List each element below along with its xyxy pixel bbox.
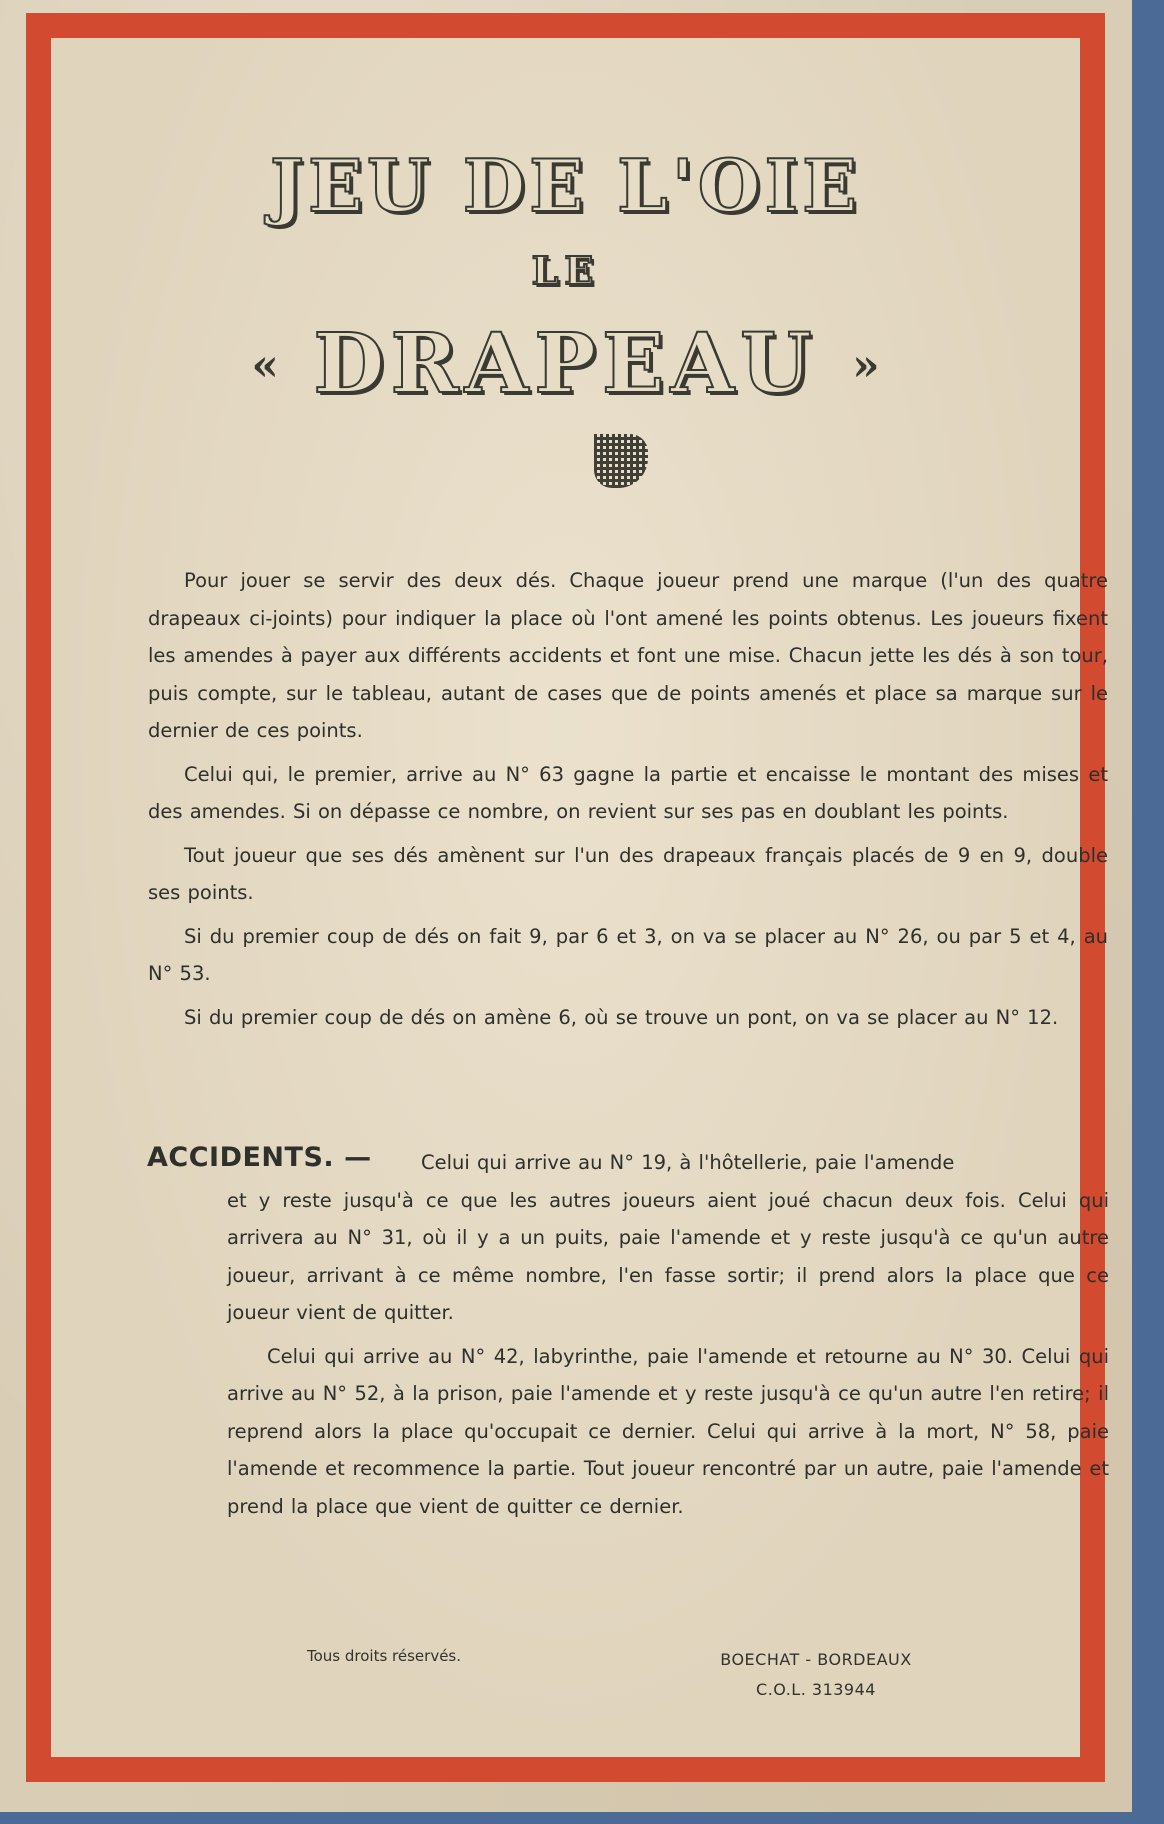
accident-paragraph	[227, 1144, 1109, 1332]
rules-section	[148, 562, 1108, 1042]
accident-paragraph: Celui qui arrive au N° 42, labyrinthe, paie l'amende et retourne au N° 30. Celui qui arrive au N° 52, à la prison, paie l'amende et y reste jusqu'à ce qu'un autre l'en retire; il reprend alors la place qu'occupait ce dernier. Celui qui arrive à la mort, N° 58, paie l'amende et recommence la partie. Tout joueur rencontré par un autre, paie l'amende et prend la place que vient de quitter ce dernier.	[227, 1344, 1109, 1518]
title-line-3	[51, 316, 1080, 412]
accident-first-line: Celui qui arrive au N° 19, à l'hôtellerie, paie l'amende	[421, 1151, 955, 1174]
close-quote: »	[852, 340, 880, 391]
rule-paragraph: Celui qui, le premier, arrive au N° 63 gagne la partie et encaisse le montant des mises et des amendes. Si on dépasse ce nombre, on revient sur ses pas en doublant les points.	[148, 762, 1108, 823]
publisher-code: C.O.L. 313944	[756, 1680, 876, 1699]
rights-reserved: Tous droits réservés.	[307, 1647, 462, 1665]
accidents-dash: —	[344, 1142, 372, 1173]
rule-paragraph: Si du premier coup de dés on fait 9, par 6 et 3, on va se placer au N° 26, ou par 5 et 4, au N° 53.	[148, 924, 1108, 985]
accidents-heading-text: ACCIDENTS.	[147, 1142, 335, 1173]
rule-paragraph: Pour jouer se servir des deux dés. Chaque joueur prend une marque (l'un des quatre drapeaux ci-joints) pour indiquer la place où l'ont amené les points obtenus. Les joueurs fixent les amendes à payer aux différents accidents et font une mise. Chacun jette les dés à son tour, puis compte, sur le tableau, autant de cases que de points amenés et place sa marque sur le dernier de ces points.	[148, 569, 1108, 742]
rule-paragraph: Tout joueur que ses dés amènent sur l'un des drapeaux français placés de 9 en 9, double ses points.	[148, 843, 1108, 904]
rule-paragraph: Si du premier coup de dés on amène 6, où se trouve un pont, on va se placer au N° 12.	[184, 1005, 1059, 1029]
title-line-1: JEU DE L'OIE	[269, 143, 862, 228]
title-line-2: LE	[531, 248, 600, 293]
open-quote: «	[251, 340, 279, 391]
title-drapeau: DRAPEAU	[313, 316, 818, 412]
publisher-name: BOECHAT - BORDEAUX	[720, 1650, 912, 1669]
accident-paragraph-rest: et y reste jusqu'à ce que les autres joueurs aient joué chacun deux fois. Celui qui arrivera au N° 31, où il y a un puits, paie l'amende et y reste jusqu'à ce qu'un autre joueur, arrivant à ce même nombre, l'en fasse sortir; il prend alors la place que ce joueur vient de quitter.	[227, 1188, 1109, 1324]
blue-bottom-strip	[0, 1812, 1164, 1824]
red-border-frame	[26, 13, 1109, 1782]
grid-emblem-icon	[594, 434, 648, 488]
blue-edge-strip	[1132, 0, 1164, 1824]
accidents-section	[227, 1144, 1109, 1531]
publisher-block	[691, 1645, 941, 1705]
